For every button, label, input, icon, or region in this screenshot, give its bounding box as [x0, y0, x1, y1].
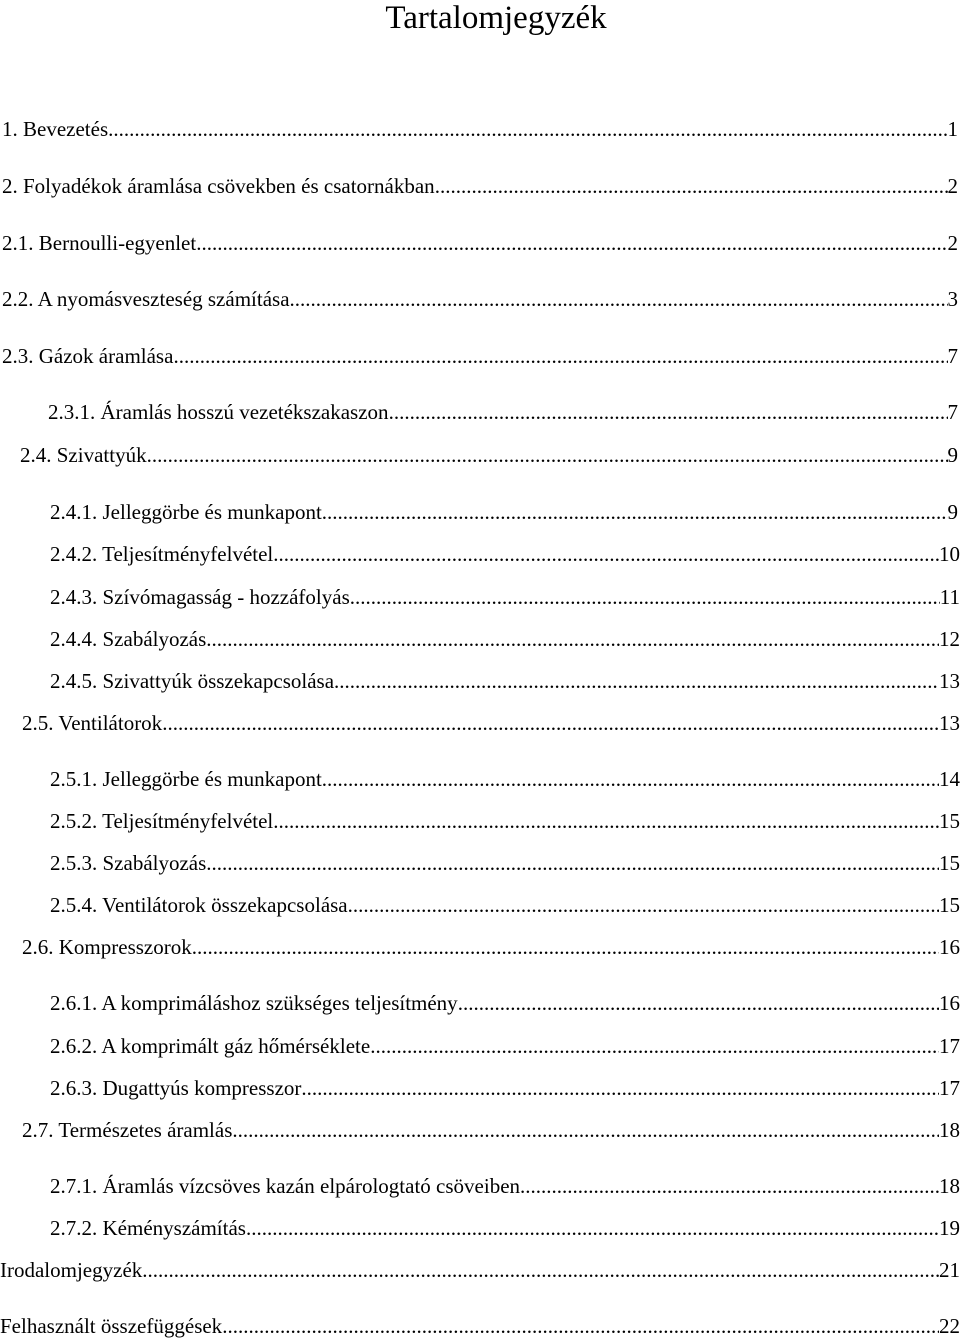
toc-dot-leader [246, 1215, 939, 1241]
toc-entry[interactable] [2, 343, 960, 369]
toc-entry[interactable] [50, 1173, 960, 1199]
toc-dot-leader [348, 892, 939, 918]
toc-entry-page: 10 [939, 542, 960, 566]
toc-dot-leader [162, 710, 939, 736]
toc-entry-page: 9 [947, 443, 958, 467]
toc-dot-leader [322, 766, 939, 792]
toc-entry[interactable] [2, 173, 960, 199]
toc-dot-leader [301, 1075, 939, 1101]
toc-entry-text: 2.5. Ventilátorok [22, 711, 163, 735]
toc-dot-leader [273, 541, 939, 567]
toc-dot-leader [458, 990, 939, 1016]
toc-dot-leader [435, 173, 948, 199]
toc-title: Tartalomjegyzék [385, 0, 607, 36]
toc-entry-page: 16 [939, 935, 960, 959]
toc-dot-leader [142, 1257, 939, 1283]
toc-entry-page: 2 [947, 231, 958, 255]
toc-entry-page: 21 [939, 1258, 960, 1282]
toc-entry[interactable] [20, 442, 960, 468]
toc-entry-page: 13 [939, 669, 960, 693]
toc-entry[interactable] [50, 990, 960, 1016]
toc-entry-page: 3 [947, 287, 958, 311]
toc-dot-leader [196, 230, 947, 256]
toc-entry[interactable] [2, 286, 960, 312]
toc-entry[interactable] [2, 230, 960, 256]
toc-entry[interactable] [50, 892, 960, 918]
toc-entry-text: 2.7.1. Áramlás vízcsöves kazán elpárologtató csöveiben [50, 1174, 521, 1198]
toc-dot-leader [273, 808, 939, 834]
toc-entry-text: 2.6. Kompresszorok [22, 935, 192, 959]
toc-dot-leader [147, 442, 948, 468]
toc-entry-text: 2.6.1. A komprimáláshoz szükséges teljesítmény [50, 991, 458, 1015]
toc-entry-page: 7 [947, 344, 958, 368]
toc-entry[interactable] [50, 808, 960, 834]
toc-entry-text: 2.1. Bernoulli-egyenlet [2, 231, 197, 255]
toc-entry[interactable] [2, 116, 960, 142]
toc-entry-page: 16 [939, 991, 960, 1015]
toc-dot-leader [389, 399, 948, 425]
toc-entry-text: 2.5.4. Ventilátorok összekapcsolása [50, 893, 348, 917]
toc-dot-leader [206, 850, 939, 876]
toc-entry-page: 12 [939, 627, 960, 651]
toc-entry-text: 2.4.4. Szabályozás [50, 627, 207, 651]
toc-entry-page: 11 [939, 585, 960, 609]
toc-dot-leader [520, 1173, 939, 1199]
toc-entry[interactable] [50, 766, 960, 792]
toc-entry-page: 1 [947, 117, 958, 141]
toc-entry-text: 2.3.1. Áramlás hosszú vezetékszakaszon [48, 400, 389, 424]
toc-entry[interactable] [50, 850, 960, 876]
toc-dot-leader [334, 668, 939, 694]
toc-entry-text: Irodalomjegyzék [0, 1258, 143, 1282]
toc-entry[interactable] [0, 1313, 960, 1339]
toc-dot-leader [350, 584, 940, 610]
toc-entry-text: 2.5.2. Teljesítményfelvétel [50, 809, 274, 833]
toc-entry-page: 9 [947, 500, 958, 524]
toc-entry-page: 15 [939, 893, 960, 917]
toc-dot-leader [108, 116, 947, 142]
toc-entry-text: 2.7.2. Kéményszámítás [50, 1216, 246, 1240]
toc-entry-text: 2. Folyadékok áramlása csövekben és csatornákban [2, 174, 435, 198]
toc-entry[interactable] [50, 1033, 960, 1059]
toc-entry[interactable] [0, 1257, 960, 1283]
toc-entry[interactable] [22, 710, 960, 736]
toc-entry-page: 19 [939, 1216, 960, 1240]
toc-entry-page: 22 [939, 1314, 960, 1338]
toc-entry-text: 2.4.1. Jelleggörbe és munkapont [50, 500, 322, 524]
toc-entry-text: 2.2. A nyomásveszteség számítása [2, 287, 290, 311]
toc-entry-page: 17 [939, 1034, 960, 1058]
toc-entry-text: 2.4. Szivattyúk [20, 443, 147, 467]
toc-entry-page: 13 [939, 711, 960, 735]
toc-entry[interactable] [50, 626, 960, 652]
toc-entry-text: 2.4.5. Szivattyúk összekapcsolása [50, 669, 335, 693]
toc-entry-page: 15 [939, 809, 960, 833]
toc-entry-text: 2.7. Természetes áramlás [22, 1118, 233, 1142]
toc-entry-page: 7 [947, 400, 958, 424]
toc-entry-text: 2.4.2. Teljesítményfelvétel [50, 542, 274, 566]
toc-dot-leader [192, 934, 939, 960]
toc-entry-page: 2 [947, 174, 958, 198]
toc-entry[interactable] [50, 1075, 960, 1101]
toc-entry-text: Felhasznált összefüggések [0, 1314, 223, 1338]
toc-dot-leader [206, 626, 939, 652]
toc-dot-leader [222, 1313, 939, 1339]
toc-entry[interactable] [50, 1215, 960, 1241]
toc-entry-text: 2.6.3. Dugattyús kompresszor [50, 1076, 302, 1100]
toc-entry-page: 15 [939, 851, 960, 875]
toc-entry-text: 1. Bevezetés [2, 117, 109, 141]
toc-entry[interactable] [50, 499, 960, 525]
toc-entry-text: 2.4.3. Szívómagasság - hozzáfolyás [50, 585, 350, 609]
toc-entry[interactable] [22, 934, 960, 960]
toc-entry-page: 17 [939, 1076, 960, 1100]
toc-dot-leader [232, 1117, 939, 1143]
toc-entry-text: 2.6.2. A komprimált gáz hőmérséklete [50, 1034, 371, 1058]
toc-entry-page: 18 [939, 1118, 960, 1142]
toc-entry-text: 2.5.1. Jelleggörbe és munkapont [50, 767, 322, 791]
toc-dot-leader [322, 499, 948, 525]
toc-entry[interactable] [50, 668, 960, 694]
toc-entry[interactable] [48, 399, 960, 425]
toc-entry-text: 2.5.3. Szabályozás [50, 851, 207, 875]
toc-entry-text: 2.3. Gázok áramlása [2, 344, 174, 368]
toc-entry[interactable] [50, 541, 960, 567]
toc-dot-leader [173, 343, 947, 369]
toc-entry[interactable] [50, 584, 960, 610]
toc-entry-page: 18 [939, 1174, 960, 1198]
toc-dot-leader [370, 1033, 939, 1059]
toc-entry[interactable] [22, 1117, 960, 1143]
toc-entry-page: 14 [939, 767, 960, 791]
toc-dot-leader [290, 286, 948, 312]
